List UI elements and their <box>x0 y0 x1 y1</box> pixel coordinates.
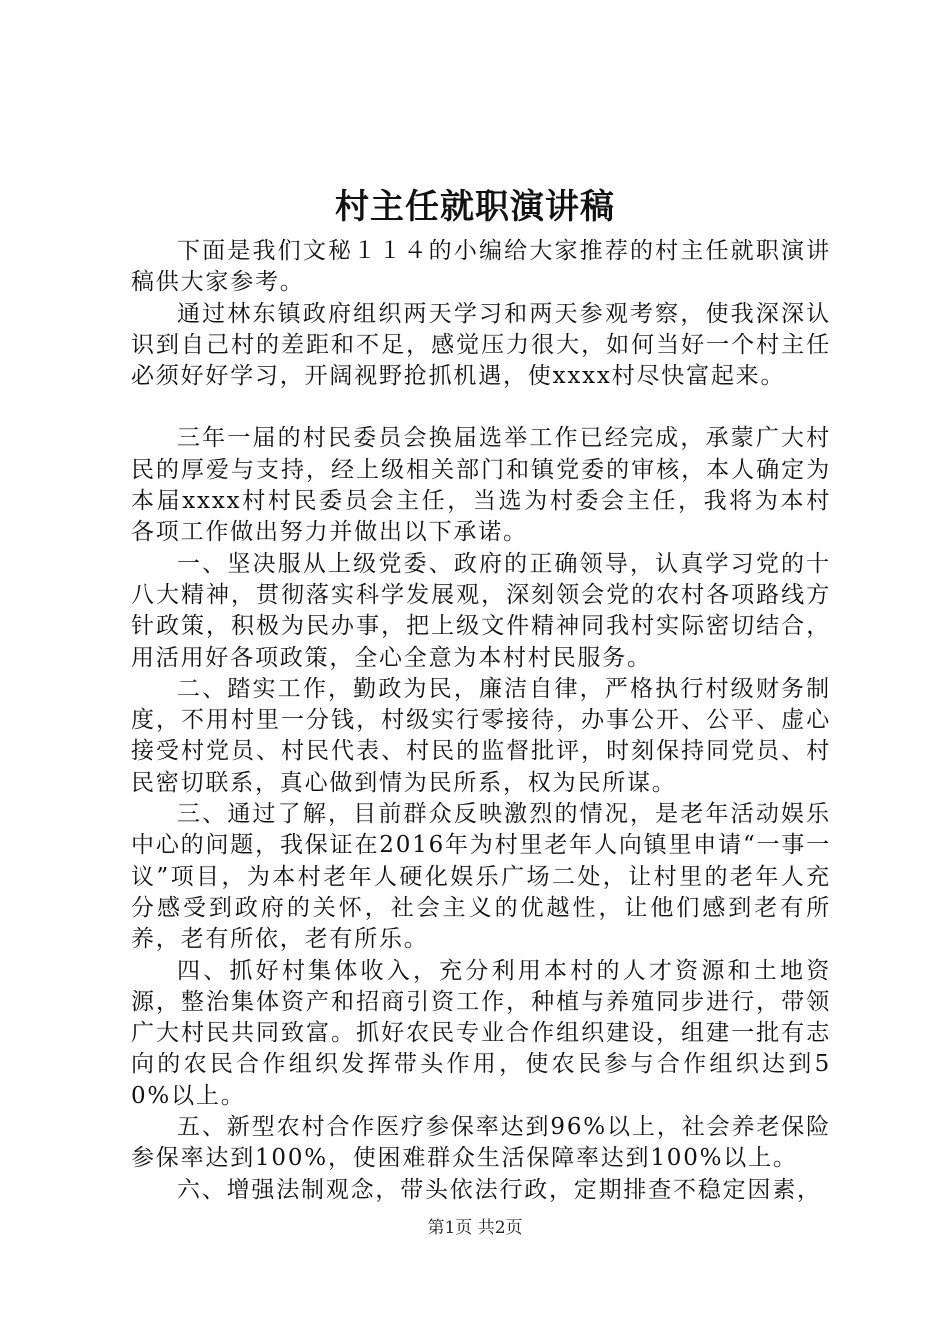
paragraph-pledge-6: 六、增强法制观念，带头依法行政，定期排查不稳定因素， <box>177 1176 822 1203</box>
paragraph-opening: 通过林东镇政府组织两天学习和两天参观考察，使我深深认识到自己村的差距和不足，感觉压力很大，如何当好一个村主任必须好好学习，开阔视野抢抓机遇，使xxxx村尽快富起来。 <box>131 300 831 390</box>
paragraph-pledge-5: 五、新型农村合作医疗参保率达到96%以上，社会养老保险参保率达到100%，使困难群众生活保障率达到100%以上。 <box>131 1114 831 1172</box>
paragraph-pledge-4: 四、抓好村集体收入，充分利用本村的人才资源和土地资源，整治集体资产和招商引资工作，种植与养殖同步进行，带领广大村民共同致富。抓好农民专业合作组织建设，组建一批有志向的农民合作组织发挥带头作用，使农民参与合作组织达到50%以上。 <box>131 957 831 1109</box>
paragraph-pledge-2: 二、踏实工作，勤政为民，廉洁自律，严格执行村级财务制度，不用村里一分钱，村级实行零接待，办事公开、公平、虚心接受村党员、村民代表、村民的监督批评，时刻保持同党员、村民密切联系，真心做到情为民所系，权为民所谋。 <box>131 675 831 796</box>
document-title: 村主任就职演讲稿 <box>335 187 615 227</box>
paragraph-pledge-3: 三、通过了解，目前群众反映激烈的情况，是老年活动娱乐中心的问题，我保证在2016年为村里老年人向镇里申请“一事一议”项目，为本村老年人硬化娱乐广场二处，让村里的老年人充分感受到政府的关怀，社会主义的优越性，让他们感到老有所养，老有所依，老有所乐。 <box>131 801 831 953</box>
paragraph-election: 三年一届的村民委员会换届选举工作已经完成，承蒙广大村民的厚爱与支持，经上级相关部门和镇党委的审核，本人确定为本届xxxx村村民委员会主任，当选为村委会主任，我将为本村各项工作做出努力并做出以下承诺。 <box>131 425 831 546</box>
page-number-footer: 第1页 共2页 <box>427 1218 523 1238</box>
document-body <box>131 236 831 1206</box>
paragraph-pledge-1: 一、坚决服从上级党委、政府的正确领导，认真学习党的十八大精神，贯彻落实科学发展观，深刻领会党的农村各项路线方针政策，积极为民办事，把上级文件精神同我村实际密切结合，用活用好各项政策，全心全意为本村村民服务。 <box>131 550 831 671</box>
paragraph-intro: 下面是我们文秘１１４的小编给大家推荐的村主任就职演讲稿供大家参考。 <box>131 238 831 296</box>
